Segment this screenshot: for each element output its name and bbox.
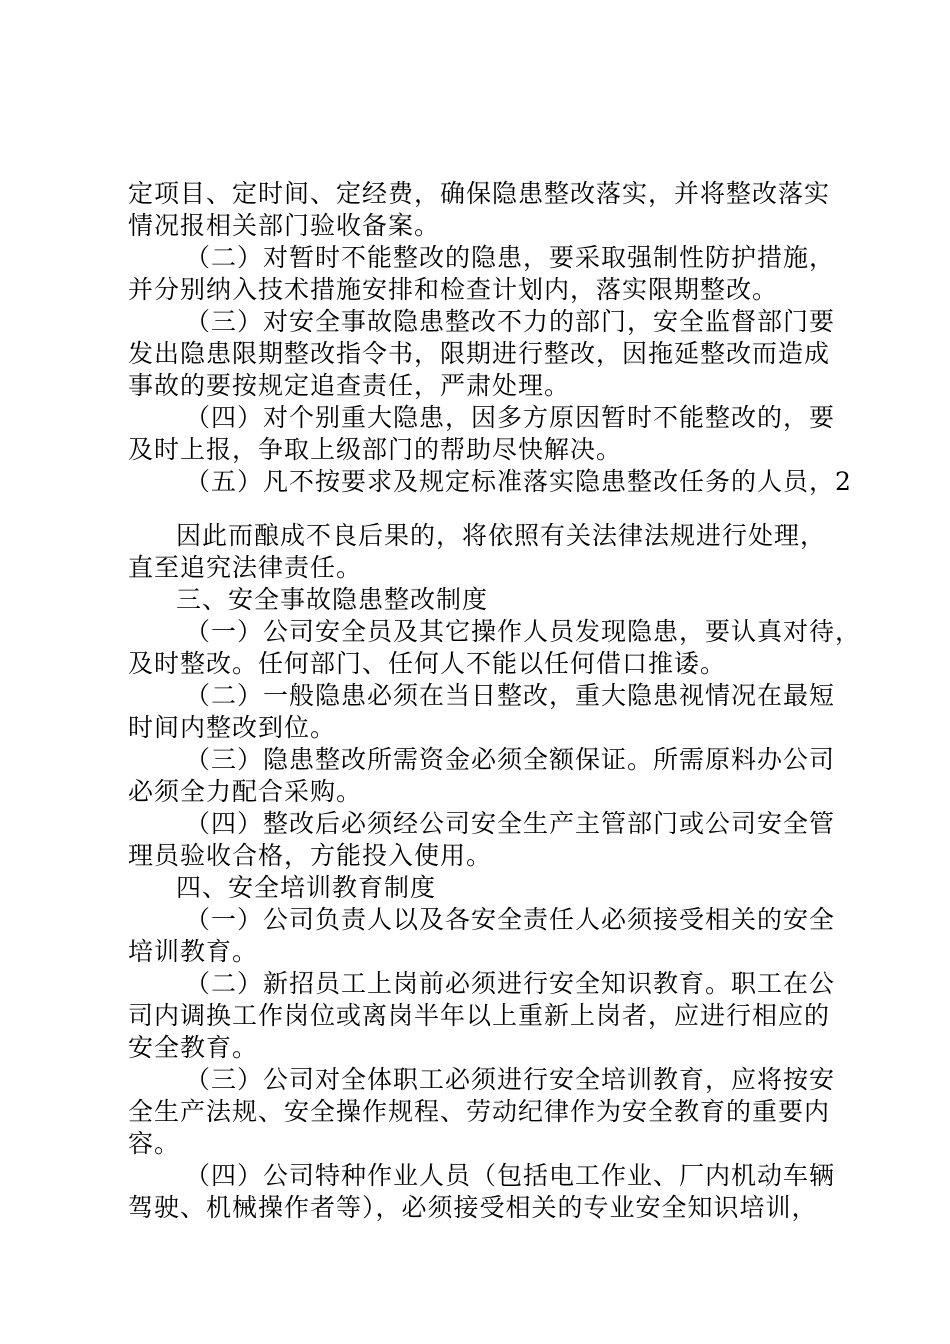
section-heading: 四、安全培训教育制度: [176, 873, 437, 902]
text-line: 容。: [128, 1129, 181, 1158]
text-line: 必须全力配合采购。: [128, 777, 363, 806]
text-line: （四）公司特种作业人员（包括电工作业、厂内机动车辆: [185, 1161, 836, 1190]
text-line: 及时上报，争取上级部门的帮助尽快解决。: [128, 435, 623, 464]
text-line: 驾驶、机械操作者等），必须接受相关的专业安全知识培训，: [128, 1193, 818, 1222]
text-line: （四）对个别重大隐患，因多方原因暂时不能整改的，要: [185, 403, 836, 432]
text-line: 发出隐患限期整改指令书，限期进行整改，因拖延整改而造成: [128, 339, 831, 368]
text-line: （三）公司对全体职工必须进行安全培训教育，应将按安: [185, 1065, 836, 1094]
text-line: （二）新招员工上岗前必须进行安全知识教育。职工在公: [185, 969, 836, 998]
text-line: （三）隐患整改所需资金必须全额保证。所需原料办公司: [185, 745, 836, 774]
text-line: 时间内整改到位。: [128, 713, 337, 742]
text-line: （二）对暂时不能整改的隐患，要采取强制性防护措施，: [185, 243, 836, 272]
text-line: 全生产法规、安全操作规程、劳动纪律作为安全教育的重要内: [128, 1097, 831, 1126]
text-line: （一）公司安全员及其它操作人员发现隐患，要认真对待，: [185, 617, 862, 646]
text-line: 事故的要按规定追查责任，严肃处理。: [128, 371, 571, 400]
text-line: （三）对安全事故隐患整改不力的部门，安全监督部门要: [185, 307, 836, 336]
text-line: 并分别纳入技术措施安排和检查计划内，落实限期整改。: [128, 275, 779, 304]
text-line: 理员验收合格，方能投入使用。: [128, 841, 493, 870]
text-line: 司内调换工作岗位或离岗半年以上重新上岗者，应进行相应的: [128, 1001, 831, 1030]
section-heading: 三、安全事故隐患整改制度: [176, 585, 489, 614]
text-line: （五）凡不按要求及规定标准落实隐患整改任务的人员，2: [185, 467, 852, 496]
text-line: 培训教育。: [128, 937, 259, 966]
text-line: 定项目、定时间、定经费，确保隐患整改落实，并将整改落实: [128, 179, 831, 208]
text-line: 及时整改。任何部门、任何人不能以任何借口推诿。: [128, 649, 727, 678]
text-line: 安全教育。: [128, 1033, 259, 1062]
text-line: 直至追究法律责任。: [128, 553, 363, 582]
text-line: （二）一般隐患必须在当日整改，重大隐患视情况在最短: [185, 681, 836, 710]
text-line: （四）整改后必须经公司安全生产主管部门或公司安全管: [185, 809, 836, 838]
text-line: 情况报相关部门验收备案。: [128, 211, 441, 240]
text-line: （一）公司负责人以及各安全责任人必须接受相关的安全: [185, 905, 836, 934]
text-line: 因此而酿成不良后果的，将依照有关法律法规进行处理，: [176, 521, 827, 550]
